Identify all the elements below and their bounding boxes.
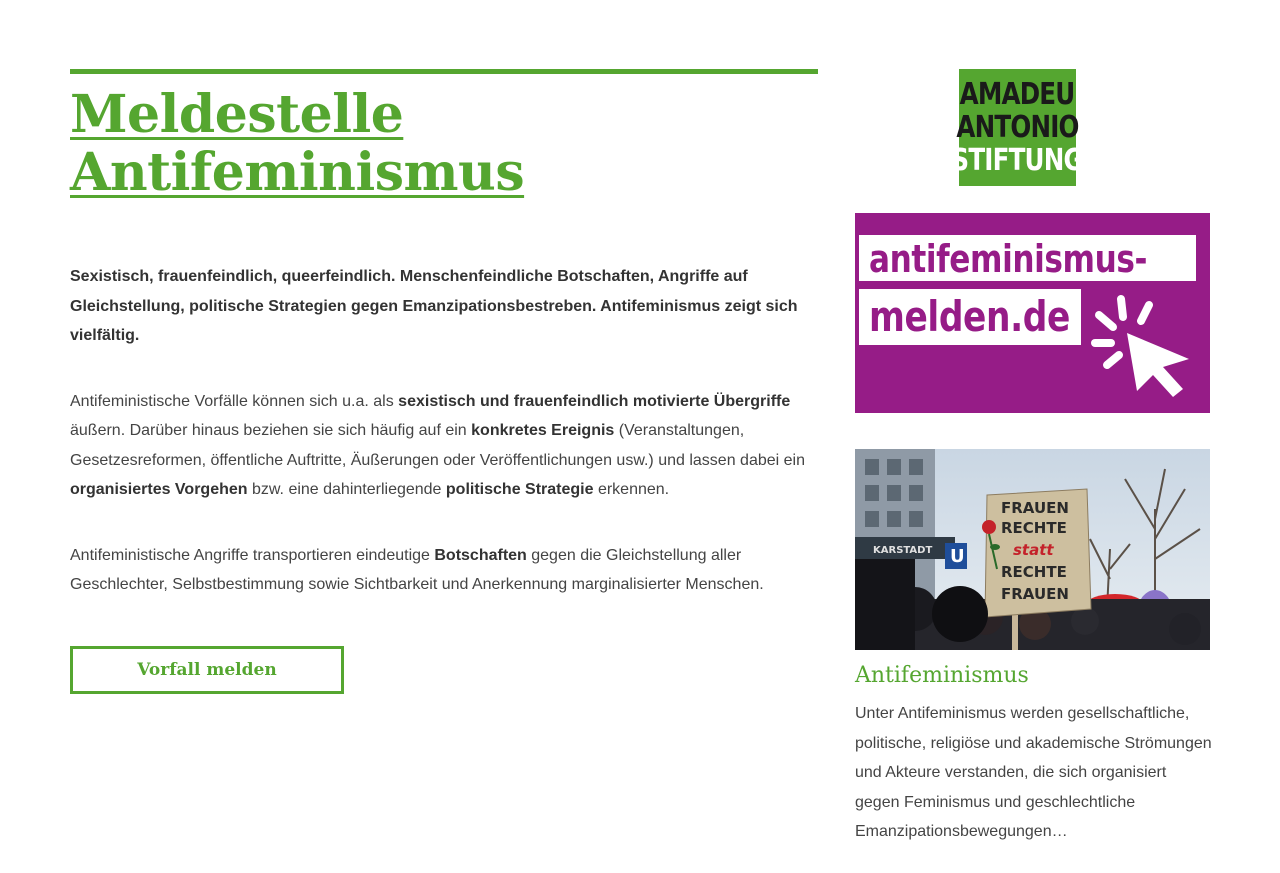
- p1-text-4: bzw. eine dahinterliegende: [247, 481, 446, 498]
- card-excerpt: Unter Antifeminismus werden gesellschaftliche, politische, religiöse und akademische Strömungen und Akteure verstanden, die sich organisiert gegen Feminismus und geschlechtliche Emanzipationsbewegungen…: [855, 705, 1212, 840]
- logo-line-3: STIFTUNG: [951, 143, 1084, 178]
- page-title-link[interactable]: [70, 86, 818, 202]
- sign-line-4: RECHTE: [1001, 563, 1067, 581]
- antifeminismus-melden-banner[interactable]: [855, 213, 1210, 413]
- description-paragraph-2: [70, 541, 818, 600]
- p1-bold-2: konkretes Ereignis: [471, 422, 615, 439]
- title-divider: [70, 69, 818, 74]
- p1-bold-4: politische Strategie: [445, 481, 594, 498]
- sign-line-5: FRAUEN: [1001, 585, 1069, 603]
- page-title: [70, 86, 818, 202]
- title-line-2: Antifeminismus: [70, 142, 525, 203]
- lead-paragraph: Sexistisch, frauenfeindlich, queerfeindlich. Menschenfeindliche Botschaften, Angriffe auf Gleichstellung, politische Strategien gegen Emanzipationsbestreben. Antifeminismus zeigt sich vielfältig.: [70, 268, 798, 344]
- p2-text-2: gegen die Gleichstellung aller Geschlechter, Selbstbestimmung sowie Sichtbarkeit und Anerkennung marginalisierter Menschen.: [70, 546, 764, 593]
- sign-line-2: RECHTE: [1001, 519, 1067, 537]
- p1-bold-1: sexistisch und frauenfeindlich motivierte Übergriffe: [398, 392, 791, 410]
- title-line-1: Meldestelle: [70, 84, 404, 145]
- banner-text-line-2: melden.de: [869, 292, 1070, 341]
- banner-text-line-1: antifeminismus-: [869, 237, 1148, 281]
- p1-text-2: äußern. Darüber hinaus beziehen sie sich häufig auf ein: [70, 422, 472, 439]
- report-incident-button[interactable]: Vorfall melden: [70, 646, 344, 694]
- p2-text-1: Antifeministische Angriffe transportieren eindeutige: [70, 546, 435, 564]
- sign-line-3: statt: [1013, 541, 1054, 559]
- cursor-click-icon: [1091, 293, 1201, 398]
- amadeu-antonio-stiftung-logo[interactable]: [951, 69, 1084, 186]
- card-title[interactable]: Antifeminismus: [855, 663, 1029, 688]
- protest-photo[interactable]: [855, 449, 1210, 650]
- sign-line-1: FRAUEN: [1001, 499, 1069, 517]
- p1-bold-3: organisiertes Vorgehen: [70, 481, 248, 498]
- logo-line-1: AMADEU: [960, 77, 1075, 112]
- protest-photo-image: [855, 449, 1210, 650]
- p1-text-3: (Veranstaltungen, Gesetzesreformen, öffentliche Auftritte, Äußerungen oder Veröffentlichungen usw.) und lassen dabei ein: [70, 422, 805, 469]
- storefront-sign: KARSTADT: [873, 545, 933, 556]
- p1-text-1: Antifeministische Vorfälle können sich u.a. als: [70, 392, 399, 410]
- subway-sign: U: [950, 546, 965, 567]
- p1-text-5: erkennen.: [593, 481, 670, 498]
- p2-bold-1: Botschaften: [434, 546, 527, 564]
- description-paragraph-1: [70, 387, 818, 505]
- logo-line-2: ANTONIO: [956, 110, 1079, 145]
- main-content: [70, 69, 818, 694]
